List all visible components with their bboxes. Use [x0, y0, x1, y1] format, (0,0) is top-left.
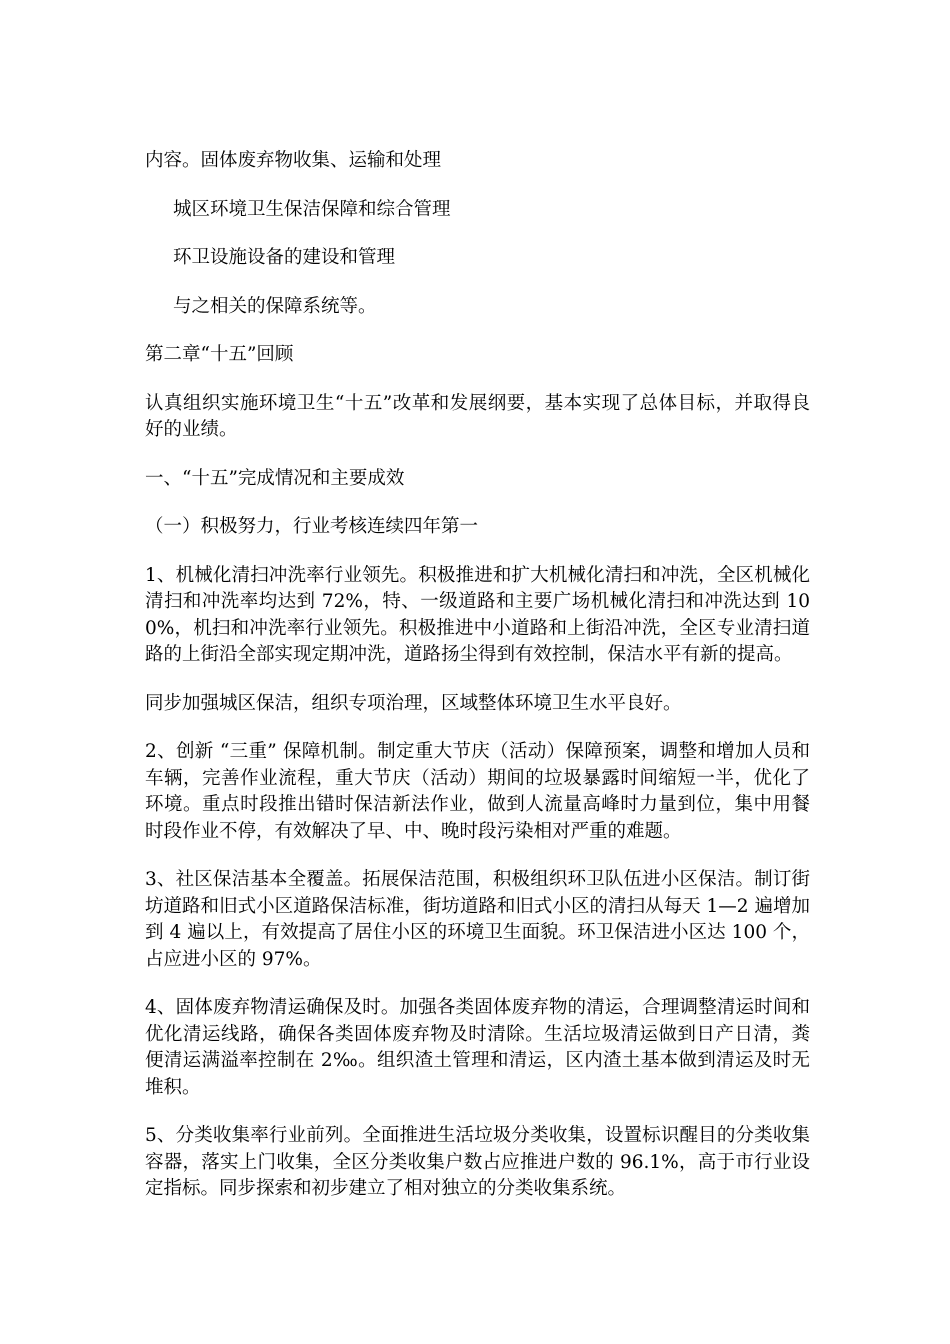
paragraph-item-1: 1、机械化清扫冲洗率行业领先。积极推进和扩大机械化清扫和冲洗，全区机械化清扫和冲洗率均达到 72%，特、一级道路和主要广场机械化清扫和冲洗达到 100%，机扫和冲洗率行业领先。积极推进中小道路和上街沿冲洗，全区专业清扫道路的上街沿全部实现定期冲洗，道路扬尘得到有效控制，保洁水平有新的提高。 — [145, 564, 810, 665]
paragraph-facilities: 环卫设施设备的建设和管理 — [173, 247, 396, 268]
paragraph-summary: 认真组织实施环境卫生“十五”改革和发展纲要，基本实现了总体目标，并取得良好的业绩。 — [145, 392, 810, 440]
paragraph-item-2: 2、创新 “三重” 保障机制。制定重大节庆（活动）保障预案，调整和增加人员和车辆，完善作业流程，重大节庆（活动）期间的垃圾暴露时间缩短一半，优化了环境。重点时段推出错时保洁新法作业，做到人流量高峰时力量到位，集中用餐时段作业不停，有效解决了早、中、晚时段污染相对严重的难题。 — [145, 741, 810, 842]
paragraph-item-3: 3、社区保洁基本全覆盖。拓展保洁范围，积极组织环卫队伍进小区保洁。制订街坊道路和旧式小区道路保洁标准，街坊道路和旧式小区的清扫从每天 1—2 遍增加到 4 遍以上，有效提高了居住小区的环境卫生面貌。环卫保洁进小区达 100 个，占应进小区的 97%。 — [145, 869, 810, 970]
paragraph-city-cleaning: 同步加强城区保洁，组织专项治理，区域整体环境卫生水平良好。 — [145, 692, 682, 714]
paragraph-support-systems: 与之相关的保障系统等。 — [173, 295, 377, 317]
paragraph-item-5: 5、分类收集率行业前列。全面推进生活垃圾分类收集，设置标识醒目的分类收集容器，落实上门收集，全区分类收集户数占应推进户数的 96.1%，高于市行业设定指标。同步探索和初步建立了相对独立的分类收集系统。 — [145, 1125, 810, 1199]
section-heading: 一、“十五”完成情况和主要成效 — [145, 467, 405, 489]
paragraph-item-4: 4、固体废弃物清运确保及时。加强各类固体废弃物的清运，合理调整清运时间和优化清运线路，确保各类固体废弃物及时清除。生活垃圾清运做到日产日清，粪便清运满溢率控制在 2‰。组织渣土管理和清运，区内渣土基本做到清运及时无堆积。 — [145, 997, 810, 1098]
subsection-heading: （一）积极努力，行业考核连续四年第一 — [145, 516, 479, 537]
paragraph-urban-cleaning: 城区环境卫生保洁保障和综合管理 — [173, 198, 451, 220]
paragraph-content-scope: 内容。固体废弃物收集、运输和处理 — [145, 150, 442, 171]
chapter-heading: 第二章“十五”回顾 — [145, 344, 294, 365]
document-body — [145, 148, 810, 1225]
